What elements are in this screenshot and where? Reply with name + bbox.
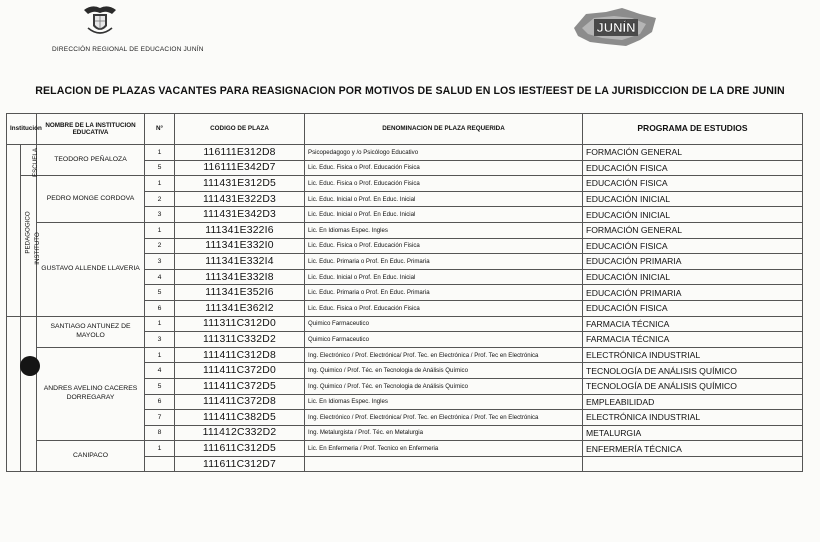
cell-denominacion bbox=[305, 456, 583, 472]
cell-denominacion: Lic. Educ. Fisica o Prof. Educación Fisica bbox=[305, 176, 583, 192]
cell-denominacion: Ing. Electrónico / Prof. Electrónica/ Prof. Tec. en Electrónica / Prof. Tec en Electrónica bbox=[305, 410, 583, 426]
cell-programa: EDUCACIÓN INICIAL bbox=[583, 191, 803, 207]
group-escuela bbox=[21, 145, 37, 176]
document-title: RELACION DE PLAZAS VACANTES PARA REASIGNACION POR MOTIVOS DE SALUD EN LOS IEST/EEST DE LA JURISDICCION DE LA DRE JUNIN bbox=[35, 85, 785, 97]
cell-code: 111431E322D3 bbox=[175, 191, 305, 207]
cell-denominacion: Lic. Educ. Fisica o Prof. Educación Fisica bbox=[305, 300, 583, 316]
cell-num: 2 bbox=[145, 238, 175, 254]
binder-punch-hole bbox=[20, 356, 40, 376]
header-num: N° bbox=[145, 114, 175, 145]
cell-num: 1 bbox=[145, 145, 175, 161]
cell-code: 111611C312D7 bbox=[175, 456, 305, 472]
cell-denominacion: Ing. Electrónico / Prof. Electrónica/ Prof. Tec. en Electrónica / Prof. Tec en Electrónica bbox=[305, 347, 583, 363]
group-pedagogico bbox=[7, 145, 32, 317]
cell-programa: EDUCACIÓN INICIAL bbox=[583, 207, 803, 223]
cell-programa: EDUCACIÓN FISICA bbox=[583, 160, 803, 176]
cell-denominacion: Lic. Educ. Inicial o Prof. En Educ. Inicial bbox=[305, 269, 583, 285]
cell-programa: TECNOLOGÍA DE ANÁLISIS QUÍMICO bbox=[583, 378, 803, 394]
cell-programa: ENFERMERÍA TÉCNICA bbox=[583, 441, 803, 457]
cell-code: 111311C332D2 bbox=[175, 332, 305, 348]
cell-denominacion: Lic. Educ. Primaria o Prof. En Educ. Primaria bbox=[305, 285, 583, 301]
cell-programa: EMPLEABILIDAD bbox=[583, 394, 803, 410]
cell-denominacion: Lic. Educ. Inicial o Prof. En Educ. Inicial bbox=[305, 207, 583, 223]
cell-code: 111411C312D8 bbox=[175, 347, 305, 363]
cell-num: 3 bbox=[145, 207, 175, 223]
cell-num: 1 bbox=[145, 222, 175, 238]
cell-code: 111411C382D5 bbox=[175, 410, 305, 426]
cell-code: 111611C312D5 bbox=[175, 441, 305, 457]
cell-denominacion: Psicopedagogo y /o Psicólogo Educativo bbox=[305, 145, 583, 161]
cell-denominacion: Ing. Quimico / Prof. Téc. en Tecnologia de Análisis Químico bbox=[305, 378, 583, 394]
cell-programa: METALURGIA bbox=[583, 425, 803, 441]
cell-code: 111411C372D5 bbox=[175, 378, 305, 394]
group-blank-inner bbox=[21, 316, 37, 472]
cell-programa: EDUCACIÓN INICIAL bbox=[583, 269, 803, 285]
cell-programa: EDUCACIÓN PRIMARIA bbox=[583, 285, 803, 301]
cell-programa: TECNOLOGÍA DE ANÁLISIS QUÍMICO bbox=[583, 363, 803, 379]
cell-denominacion: Lic. Educ. Fisica o Prof. Educación Fisica bbox=[305, 160, 583, 176]
cell-code: 111431E342D3 bbox=[175, 207, 305, 223]
cell-programa: ELECTRÓNICA INDUSTRIAL bbox=[583, 410, 803, 426]
cell-denominacion: Ing. Quimico / Prof. Téc. en Tecnologia de Análisis Químico bbox=[305, 363, 583, 379]
cell-num: 1 bbox=[145, 441, 175, 457]
cell-num: 4 bbox=[145, 363, 175, 379]
vacancies-table bbox=[6, 113, 803, 472]
table-row bbox=[7, 347, 803, 363]
cell-denominacion: Lic. En Idiomas Espec. Ingles bbox=[305, 222, 583, 238]
coat-of-arms-logo bbox=[80, 4, 120, 38]
table-row bbox=[7, 176, 803, 192]
cell-programa: ELECTRÓNICA INDUSTRIAL bbox=[583, 347, 803, 363]
cell-num: 5 bbox=[145, 160, 175, 176]
cell-num: 6 bbox=[145, 394, 175, 410]
table-row bbox=[7, 145, 803, 161]
cell-code: 111411C372D0 bbox=[175, 363, 305, 379]
cell-denominacion: Lic. Educ. Primaria o Prof. En Educ. Primaria bbox=[305, 254, 583, 270]
cell-programa: EDUCACIÓN PRIMARIA bbox=[583, 254, 803, 270]
cell-num: 1 bbox=[145, 316, 175, 332]
cell-code: 111341E362I2 bbox=[175, 300, 305, 316]
table-header-row bbox=[7, 114, 803, 145]
group-pedagogico-label: PEDAGOGICO bbox=[24, 211, 32, 254]
cell-num: 6 bbox=[145, 300, 175, 316]
cell-denominacion: Lic. Educ. Inicial o Prof. En Educ. Inicial bbox=[305, 191, 583, 207]
cell-num: 1 bbox=[145, 347, 175, 363]
cell-code: 111431E312D5 bbox=[175, 176, 305, 192]
institution-name: GUSTAVO ALLENDE LLAVERIA bbox=[37, 222, 145, 316]
cell-num: 3 bbox=[145, 254, 175, 270]
header-institucion: Institución bbox=[7, 114, 37, 145]
cell-num: 1 bbox=[145, 176, 175, 192]
cell-programa: FORMACIÓN GENERAL bbox=[583, 145, 803, 161]
cell-denominacion: Lic. Educ. Fisica o Prof. Educación Fisica bbox=[305, 238, 583, 254]
group-blank-outer bbox=[7, 316, 21, 472]
cell-code: 111412C332D2 bbox=[175, 425, 305, 441]
cell-num: 5 bbox=[145, 378, 175, 394]
agency-label: DIRECCIÓN REGIONAL DE EDUCACION JUNÍN bbox=[52, 46, 204, 53]
cell-num: 4 bbox=[145, 269, 175, 285]
cell-programa: EDUCACIÓN FISICA bbox=[583, 238, 803, 254]
table-row bbox=[7, 222, 803, 238]
cell-code: 111311C312D0 bbox=[175, 316, 305, 332]
cell-denominacion: Lic. En Idiomas Espec. Ingles bbox=[305, 394, 583, 410]
cell-code: 116111E342D7 bbox=[175, 160, 305, 176]
group-instituto-label: INSTITUTO bbox=[33, 232, 41, 265]
cell-code: 116111E312D8 bbox=[175, 145, 305, 161]
cell-denominacion: Lic. En Enfermeria / Prof. Tecnico en Enfermeria bbox=[305, 441, 583, 457]
cell-programa bbox=[583, 456, 803, 472]
header-denominacion: DENOMINACION DE PLAZA REQUERIDA bbox=[305, 114, 583, 145]
cell-denominacion: Ing. Metalurgista / Prof. Téc. en Metalurgia bbox=[305, 425, 583, 441]
header-programa: PROGRAMA DE ESTUDIOS bbox=[583, 114, 803, 145]
institution-name: PEDRO MONGE CORDOVA bbox=[37, 176, 145, 223]
cell-code: 111341E322I6 bbox=[175, 222, 305, 238]
region-logo-text: JUNÍN bbox=[596, 20, 636, 35]
group-escuela-label: ESCUELA bbox=[31, 148, 39, 178]
cell-programa: EDUCACIÓN FISICA bbox=[583, 300, 803, 316]
institution-name: CANIPACO bbox=[37, 441, 145, 472]
cell-num: 7 bbox=[145, 410, 175, 426]
header-codigo: CODIGO DE PLAZA bbox=[175, 114, 305, 145]
cell-code: 111341E352I6 bbox=[175, 285, 305, 301]
table-row bbox=[7, 316, 803, 332]
cell-programa: FARMACIA TÉCNICA bbox=[583, 332, 803, 348]
cell-num: 8 bbox=[145, 425, 175, 441]
institution-name: ANDRES AVELINO CACERES DORREGARAY bbox=[37, 347, 145, 441]
cell-programa: FARMACIA TÉCNICA bbox=[583, 316, 803, 332]
cell-num: 5 bbox=[145, 285, 175, 301]
cell-programa: EDUCACIÓN FISICA bbox=[583, 176, 803, 192]
cell-denominacion: Quimico Farmaceutico bbox=[305, 332, 583, 348]
cell-programa: FORMACIÓN GENERAL bbox=[583, 222, 803, 238]
cell-code: 111411C372D8 bbox=[175, 394, 305, 410]
cell-denominacion: Quimico Farmaceutico bbox=[305, 316, 583, 332]
junin-region-logo bbox=[566, 6, 662, 50]
header-nombre: NOMBRE DE LA INSTITUCION EDUCATIVA bbox=[37, 114, 145, 145]
cell-num: 3 bbox=[145, 332, 175, 348]
cell-num bbox=[145, 456, 175, 472]
cell-code: 111341E332I8 bbox=[175, 269, 305, 285]
institution-name: SANTIAGO ANTUNEZ DE MAYOLO bbox=[37, 316, 145, 347]
table-row bbox=[7, 441, 803, 457]
cell-num: 2 bbox=[145, 191, 175, 207]
cell-code: 111341E332I4 bbox=[175, 254, 305, 270]
institution-name: TEODORO PEÑALOZA bbox=[37, 145, 145, 176]
cell-code: 111341E332I0 bbox=[175, 238, 305, 254]
